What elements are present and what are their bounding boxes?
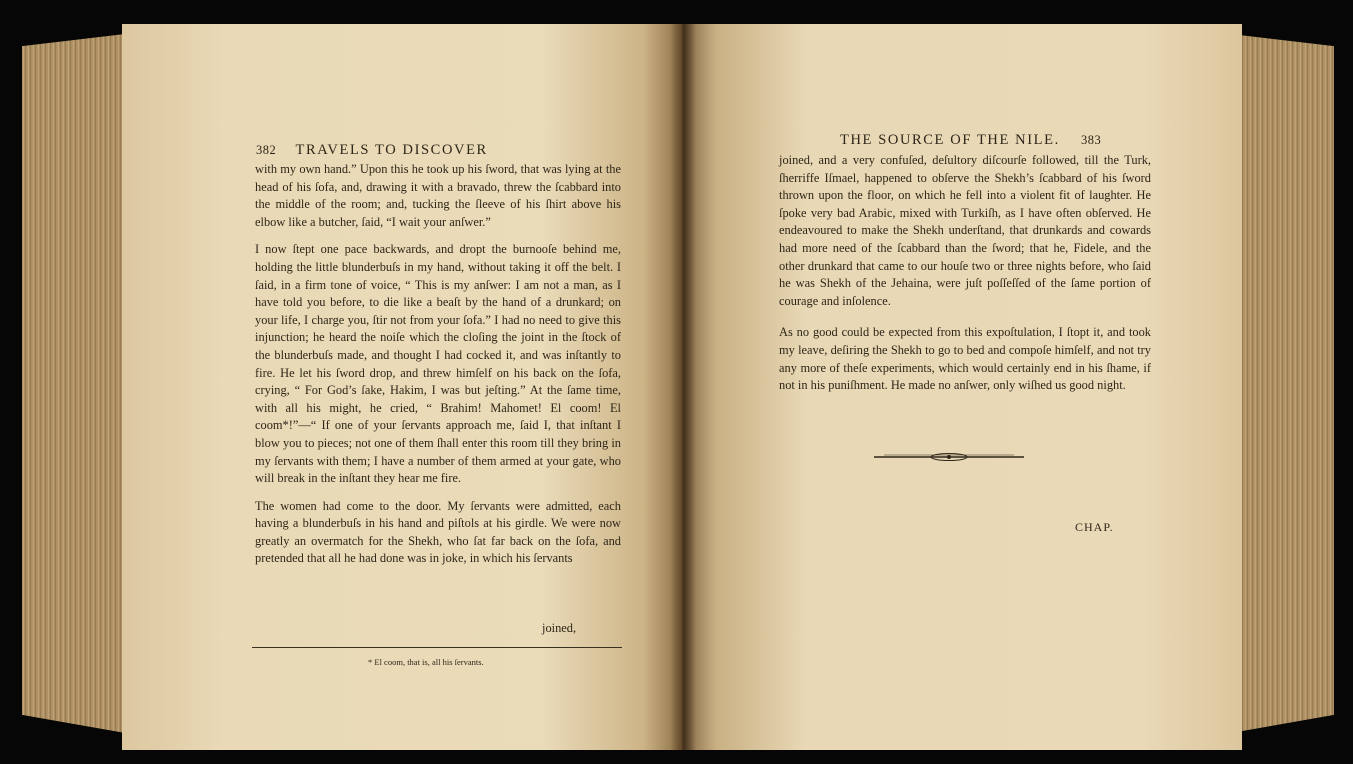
left-paragraph-1: with my own hand.” Upon this he took up his ſword, that was lying at the head of his ſofa, and, drawing it with a bravado, threw the ſcabbard into the middle of the room; and, tucking the ſleeve of his ſhirt above his elbow like a butcher, ſaid, “I wait your anſwer.” — [255, 162, 621, 229]
left-paragraph-2: I now ſtept one pace backwards, and dropt the burnooſe behind me, holding the little blunderbuſs in my hand, without taking it off the belt. I ſaid, in a firm tone of voice, “ This is my anſwer: I am not a man, as I have told you before, to die like a beaſt by the hand of a drunkard; on your life, I charge you, ſtir not from your ſofa.” I had no need to give this injunction; he heard the noiſe which the cloſing the joint in the ſtock of the blunderbuſs made, and thought I had cocked it, and was inſtantly to fire. He let his ſword drop, and threw himſelf on his back on the ſofa, crying, “ For God’s ſake, Hakim, I was but jeſting.” At the ſame time, with all his might, he cried, “ Brahim! Mahomet! El coom! El coom*!”—“ If one of your ſervants approach me, ſaid I, that inſtant I blow you to pieces; not one of them ſhall enter this room till they bring in my ſervants with them; I have a number of them armed at your gate, who will break in the inſtant they hear me fire. — [255, 242, 621, 486]
left-catchword: joined, — [542, 621, 577, 635]
left-running-head — [256, 142, 488, 159]
left-page-number: 382 — [256, 143, 277, 157]
footnote: * El coom, that is, all his ſervants. — [368, 657, 484, 667]
left-body-text — [255, 161, 621, 578]
right-paragraph-2: As no good could be expected from this expoſtulation, I ſtopt it, and took my leave, deſiring the Shekh to go to bed and compoſe himſelf, and not try any more of theſe experiments, which would certainly end in his ſhame, if not in his puniſhment. He made no anſwer, only wiſhed us good night. — [779, 325, 1151, 393]
right-running-head-title: THE SOURCE OF THE NILE. — [840, 132, 1060, 148]
right-page-number: 383 — [1081, 133, 1102, 147]
right-body-text — [779, 152, 1151, 405]
right-paragraph-1: joined, and a very confuſed, deſultory diſcourſe followed, till the Turk, ſherriffe Iſmael, happened to obſerve the Shekh’s ſcabbard of his ſword thrown upon the floor, on which he fell into a violent fit of laughter. He ſpoke very bad Arabic, mixed with Turkiſh, as I have often obſerved. He endeavoured to make the Shekh underſtand, that drunkards and cowards had more need of the ſcabbard than the ſword; that he, Fidele, and the other drunkard that came to our houſe two or three nights before, who ſaid he was Shekh of the Jehaina, were juſt poſſeſſed of the ſame portion of courage and inſolence. — [779, 153, 1151, 308]
left-running-head-title: TRAVELS TO DISCOVER — [295, 142, 488, 158]
left-page — [122, 24, 682, 750]
right-catchword: CHAP. — [1075, 520, 1114, 534]
right-running-head — [840, 132, 1101, 149]
footnote-rule — [252, 647, 622, 648]
left-paragraph-3: The women had come to the door. My ſervants were admitted, each having a blunderbuſs in his hand and piſtols at his girdle. We were now greatly an overmatch for the Shekh, who ſat far back on the ſofa, and pretended that all he had done was in joke, in which his ſervants — [255, 498, 621, 566]
open-book — [22, 24, 1334, 750]
right-page — [682, 24, 1242, 750]
book-gutter — [670, 24, 696, 750]
ornamental-rule-icon — [874, 452, 1024, 462]
